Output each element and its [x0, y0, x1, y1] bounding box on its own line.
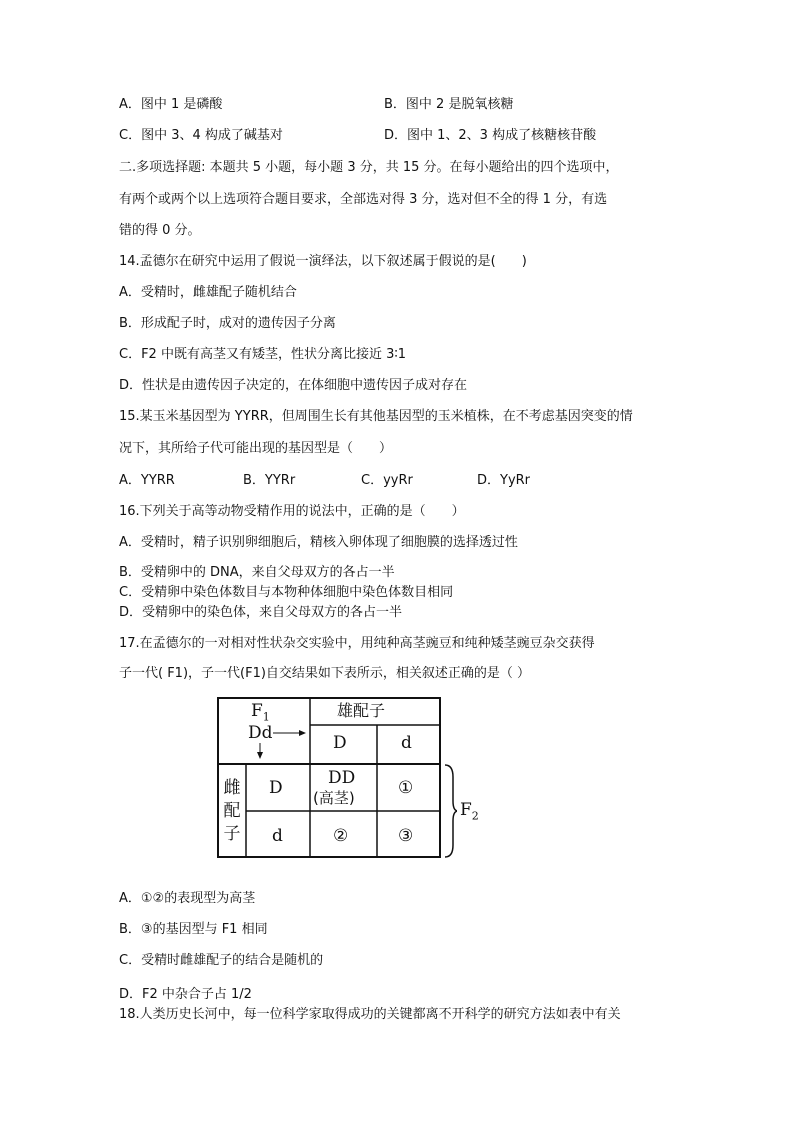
q17-option-d: D．F2 中杂合子占 1/2: [119, 987, 252, 1002]
q16-option-b: B．受精卵中的 DNA，来自父母双方的各占一半: [119, 565, 395, 580]
cell-1: ①: [398, 778, 414, 798]
q14-option-b: B．形成配子时，成对的遗传因子分离: [119, 316, 336, 331]
q16-option-a: A．受精时，精子识别卵细胞后，精核入卵体现了细胞膜的选择透过性: [119, 535, 518, 550]
female-gamete-d-upper: D: [269, 778, 283, 798]
q15-stem-line1: 15.某玉米基因型为 YYRR，但周围生长有其他基因型的玉米植株，在不考虑基因突变的情: [119, 409, 633, 424]
punnett-square: [217, 697, 441, 858]
q15-option-a: A．YYRR: [119, 473, 175, 488]
q14-stem: 14.孟德尔在研究中运用了假说一演绎法，以下叙述属于假说的是( ): [119, 254, 527, 269]
female-gamete-header-3: 子: [223, 824, 241, 844]
q17-stem-line1: 17.在孟德尔的一对相对性状杂交实验中，用纯种高茎豌豆和纯种矮茎豌豆杂交获得: [119, 636, 595, 651]
cell-dd: DD: [328, 768, 356, 788]
q17-stem-line2: 子一代( F1)，子一代(F1)自交结果如下表所示，相关叙述正确的是（ ）: [119, 666, 531, 681]
male-gamete-d-upper: D: [333, 733, 347, 753]
q14-option-d: D．性状是由遗传因子决定的，在体细胞中遗传因子成对存在: [119, 378, 468, 393]
cell-dd-note: (高茎): [313, 789, 355, 807]
dd-label: Dd: [248, 723, 273, 743]
section2-line2: 有两个或两个以上选项符合题目要求，全部选对得 3 分，选对但不全的得 1 分，有选: [119, 192, 608, 207]
q13-option-c: C．图中 3、4 构成了碱基对: [119, 128, 283, 143]
female-gamete-header-1: 雌: [223, 778, 241, 798]
q16-option-c: C．受精卵中染色体数目与本物种体细胞中染色体数目相同: [119, 585, 454, 600]
q16-option-d: D．受精卵中的染色体，来自父母双方的各占一半: [119, 605, 403, 620]
q15-option-d: D．YyRr: [477, 473, 531, 488]
f1-label: $F_1$: [251, 701, 270, 724]
cell-3: ③: [398, 826, 414, 846]
q14-option-a: A．受精时，雌雄配子随机结合: [119, 285, 297, 300]
q15-option-b: B．YYRr: [243, 473, 296, 488]
q16-stem: 16.下列关于高等动物受精作用的说法中，正确的是（ ）: [119, 504, 465, 519]
male-gamete-d-lower: d: [401, 733, 412, 753]
female-gamete-d-lower: d: [272, 826, 283, 846]
q17-option-c: C．受精时雌雄配子的结合是随机的: [119, 953, 324, 968]
f2-label: $F_2$: [460, 800, 479, 823]
q15-option-c: C．yyRr: [361, 473, 413, 488]
q18-stem: 18.人类历史长河中，每一位科学家取得成功的关键都离不开科学的研究方法如表中有关: [119, 1007, 621, 1022]
q13-option-d: D．图中 1、2、3 构成了核糖核苷酸: [384, 128, 597, 143]
q17-option-a: A．①②的表现型为高茎: [119, 891, 256, 906]
q13-option-a: A．图中 1 是磷酸: [119, 97, 223, 112]
male-gamete-header: 雄配子: [337, 701, 386, 720]
q13-option-b: B．图中 2 是脱氧核糖: [384, 97, 514, 112]
q15-stem-line2: 况下，其所给子代可能出现的基因型是（ ）: [119, 441, 393, 456]
q14-option-c: C．F2 中既有高茎又有矮茎，性状分离比接近 3∶1: [119, 347, 407, 362]
section2-line1: 二.多项选择题: 本题共 5 小题，每小题 3 分，共 15 分。在每小题给出的四个选项中，: [119, 160, 619, 175]
cell-2: ②: [333, 826, 349, 846]
q17-option-b: B．③的基因型与 F1 相同: [119, 922, 268, 937]
section2-line3: 错的得 0 分。: [119, 223, 201, 238]
female-gamete-header-2: 配: [223, 801, 241, 821]
